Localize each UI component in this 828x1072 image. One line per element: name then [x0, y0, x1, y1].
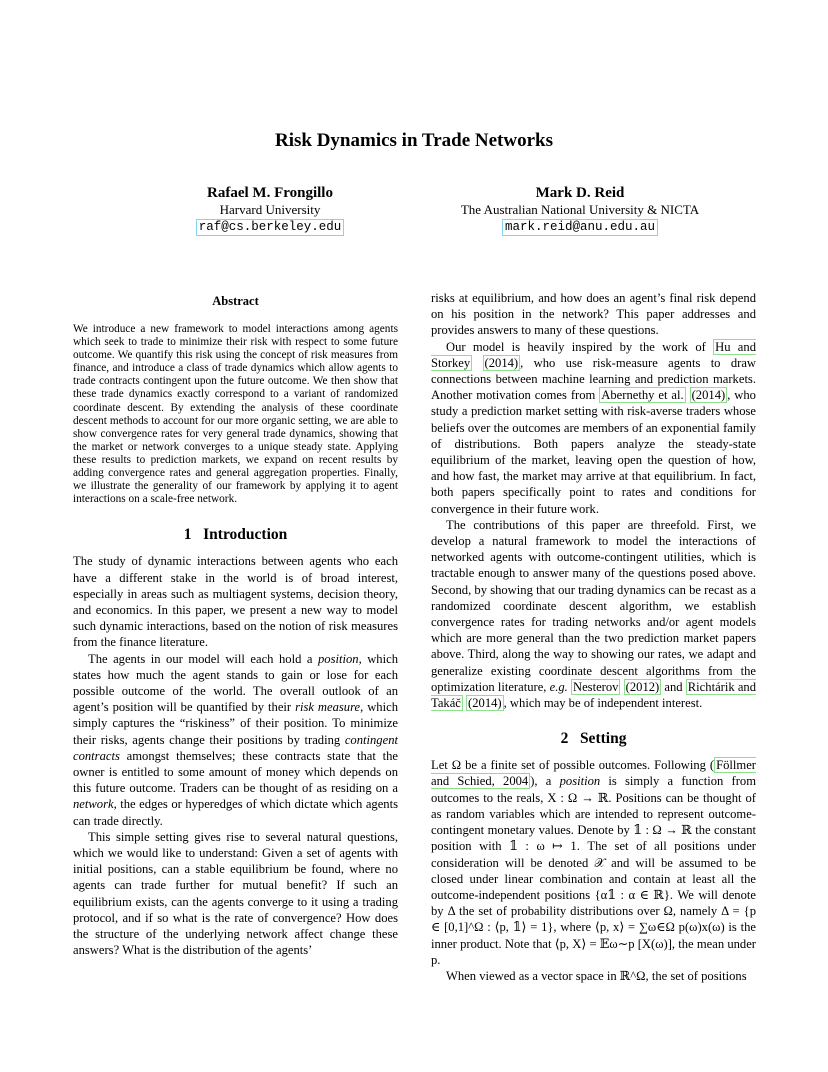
emphasis: risk measure — [295, 700, 361, 715]
citation-link-abernethy[interactable]: Abernethy et al. — [601, 388, 684, 403]
text-span: The agents in our model will each hold a — [88, 651, 318, 666]
text-span: , the edges or hyperedges of which dictate which agents can trade directly. — [73, 797, 398, 828]
emphasis: network — [73, 797, 114, 812]
abstract-heading: Abstract — [212, 294, 259, 308]
author-name: Rafael M. Frongillo — [207, 185, 333, 201]
citation-link-follmer-schied[interactable]: Föllmer and Schied, 2004 — [431, 758, 756, 789]
citation-link-richtarik-takac[interactable]: Richtárik and Takáč — [431, 679, 757, 711]
citation-link-hu-storkey[interactable]: Hu and Storkey — [431, 339, 756, 370]
author-affiliation: The Australian National University & NICTA — [460, 202, 700, 217]
citation-link-nesterov[interactable]: Nesterov — [573, 679, 619, 694]
citation-link-year[interactable]: (2014) — [691, 388, 726, 403]
text-span: amongst themselves; these contracts state that the owner is entitled to some amount of money which depends on this future outcome. Traders can be thought of as residing on a — [73, 748, 398, 796]
author-name: Mark D. Reid — [535, 185, 625, 201]
author-block-2 — [410, 184, 750, 236]
text-span: Let Ω be a finite set of possible outcomes. Following ( — [431, 758, 715, 773]
setting-paragraph-1 — [431, 757, 756, 968]
section-heading-setting: 2 Setting — [560, 730, 627, 748]
author-affiliation: Harvard University — [219, 202, 321, 217]
emphasis: contingent contracts — [73, 732, 398, 763]
text-span: Our model is heavily inspired by the work of — [446, 339, 714, 354]
author-email-link[interactable]: mark.reid@anu.edu.au — [502, 219, 658, 236]
emphasis: position — [559, 774, 601, 789]
citation-link-year[interactable]: (2014) — [484, 355, 519, 370]
citation-link-year[interactable]: (2012) — [625, 679, 660, 694]
paper-title: Risk Dynamics in Trade Networks — [275, 130, 553, 151]
text-span: , which states how much the agent stands to gain or lose for each possible outcome of the world. The overall outlook of an agent’s position will be quantified by their — [73, 651, 398, 715]
left-column — [73, 293, 398, 958]
text-span: is simply a function from outcomes to the reals, X : Ω → ℝ. Positions can be thought of as random variables which are intended to represent outcome-contingent monetary values. Denote by 𝟙 : Ω → ℝ the constant position with 𝟙 : ω ↦ 1. The set of all positions under consideration will be denoted 𝒳 and will be assumed to be closed under linear combination and contain at least all the outcome-independent positions {α𝟙 : α ∈ ℝ}. We will denote by Δ the set of probability distributions over Ω, namely Δ = {p ∈ [0,1]^Ω : ⟨p, 𝟙⟩ = 1}, where ⟨p, x⟩ = ∑ω∈Ω p(ω)x(ω) is the inner product. Note that ⟨p, X⟩ = 𝔼ω∼p [X(ω)], the mean under p. — [431, 774, 757, 967]
author-block-1 — [170, 184, 370, 236]
section-heading-introduction: 1 Introduction — [183, 526, 288, 544]
abstract-text: We introduce a new framework to model interactions among agents which seek to trade to minimize their risk with respect to some future outcome. We quantify this risk using the concept of risk measures from finance, and introduce a class of trade dynamics which allow agents to trade contracts contingent upon the future outcome. We then show that these trade dynamics exactly correspond to a variant of randomized coordinate descent. By extending the analysis of these coordinate descent methods to account for our more organic setting, we are able to show convergence rates for very general trade dynamics, showing that the market or network converges to a unique steady state. Applying these results to prediction markets, we expand on recent results by adding convergence rates and general aggregation properties. Finally, we illustrate the generality of our framework by applying it to agent interactions on a scale-free network. — [73, 323, 398, 506]
author-email-link[interactable]: raf@cs.berkeley.edu — [196, 219, 345, 236]
text-span: , which simply captures the “riskiness” of their position. To minimize their risks, agents change their positions by trading — [73, 700, 398, 747]
intro-paragraph-3: This simple setting gives rise to several natural questions, which we would like to understand: Given a set of agents with initial positions, can a stable equilibrium be found, where no agents can trade further for mutual benefit? If such an equilibrium exists, can the agents converge to it using a trading protocol, and if so what is the rate of convergence? How does the structure of the underlying network affect change these answers? What is the distribution of the agents’ — [73, 829, 398, 958]
setting-paragraph-2: When viewed as a vector space in ℝ^Ω, the set of positions — [446, 968, 747, 983]
intro-paragraph-5 — [431, 517, 756, 711]
text-span: ), a — [530, 774, 560, 789]
intro-paragraph-4 — [431, 339, 756, 517]
emphasis: position — [317, 651, 359, 666]
intro-paragraph-3-continued: risks at equilibrium, and how does an agent’s final risk depend on his position in the network? This paper addresses and provides answers to many of these questions. — [431, 291, 756, 338]
right-column — [431, 290, 756, 984]
text-span: , which may be of independent interest. — [503, 696, 703, 711]
citation-link-year[interactable]: (2014) — [468, 696, 502, 711]
emphasis: e.g. — [549, 679, 568, 694]
text-span: and — [661, 679, 686, 694]
text-span: , who study a prediction market setting with risk-averse traders whose beliefs over the outcomes are members of an exponential family of distributions. Both papers analyze the steady-state equilibrium of the market, leaving open the question of how, and how fast, the market may arrive at that equilibrium. In fact, both papers specifically point to rates and conditions for convergence in their future work. — [431, 388, 756, 516]
text-span: The contributions of this paper are threefold. First, we develop a natural framework to model the interactions of networked agents with outcome-contingent utilities, which is tractable enough to answer many of the questions posed above. Second, by showing that our trading dynamics can be recast as a randomized coordinate descent algorithm, we establish convergence rates for trading networks and/or agent models which are more general than the two prediction market papers above. Third, along the way to showing our rates, we adapt and generalize existing coordinate descent algorithms from the optimization literature, — [431, 517, 756, 694]
intro-paragraph-1: The study of dynamic interactions between agents who each have a different stake in the world is of broad interest, especially in areas such as multiagent systems, decision theory, and economics. In this paper, we present a new way to model such dynamic interactions, based on the notion of risk measures from the finance literature. — [73, 554, 398, 650]
text-span: , who use risk-measure agents to draw connections between machine learning and prediction markets. Another motivation comes from — [431, 355, 757, 403]
intro-paragraph-2 — [73, 651, 398, 829]
